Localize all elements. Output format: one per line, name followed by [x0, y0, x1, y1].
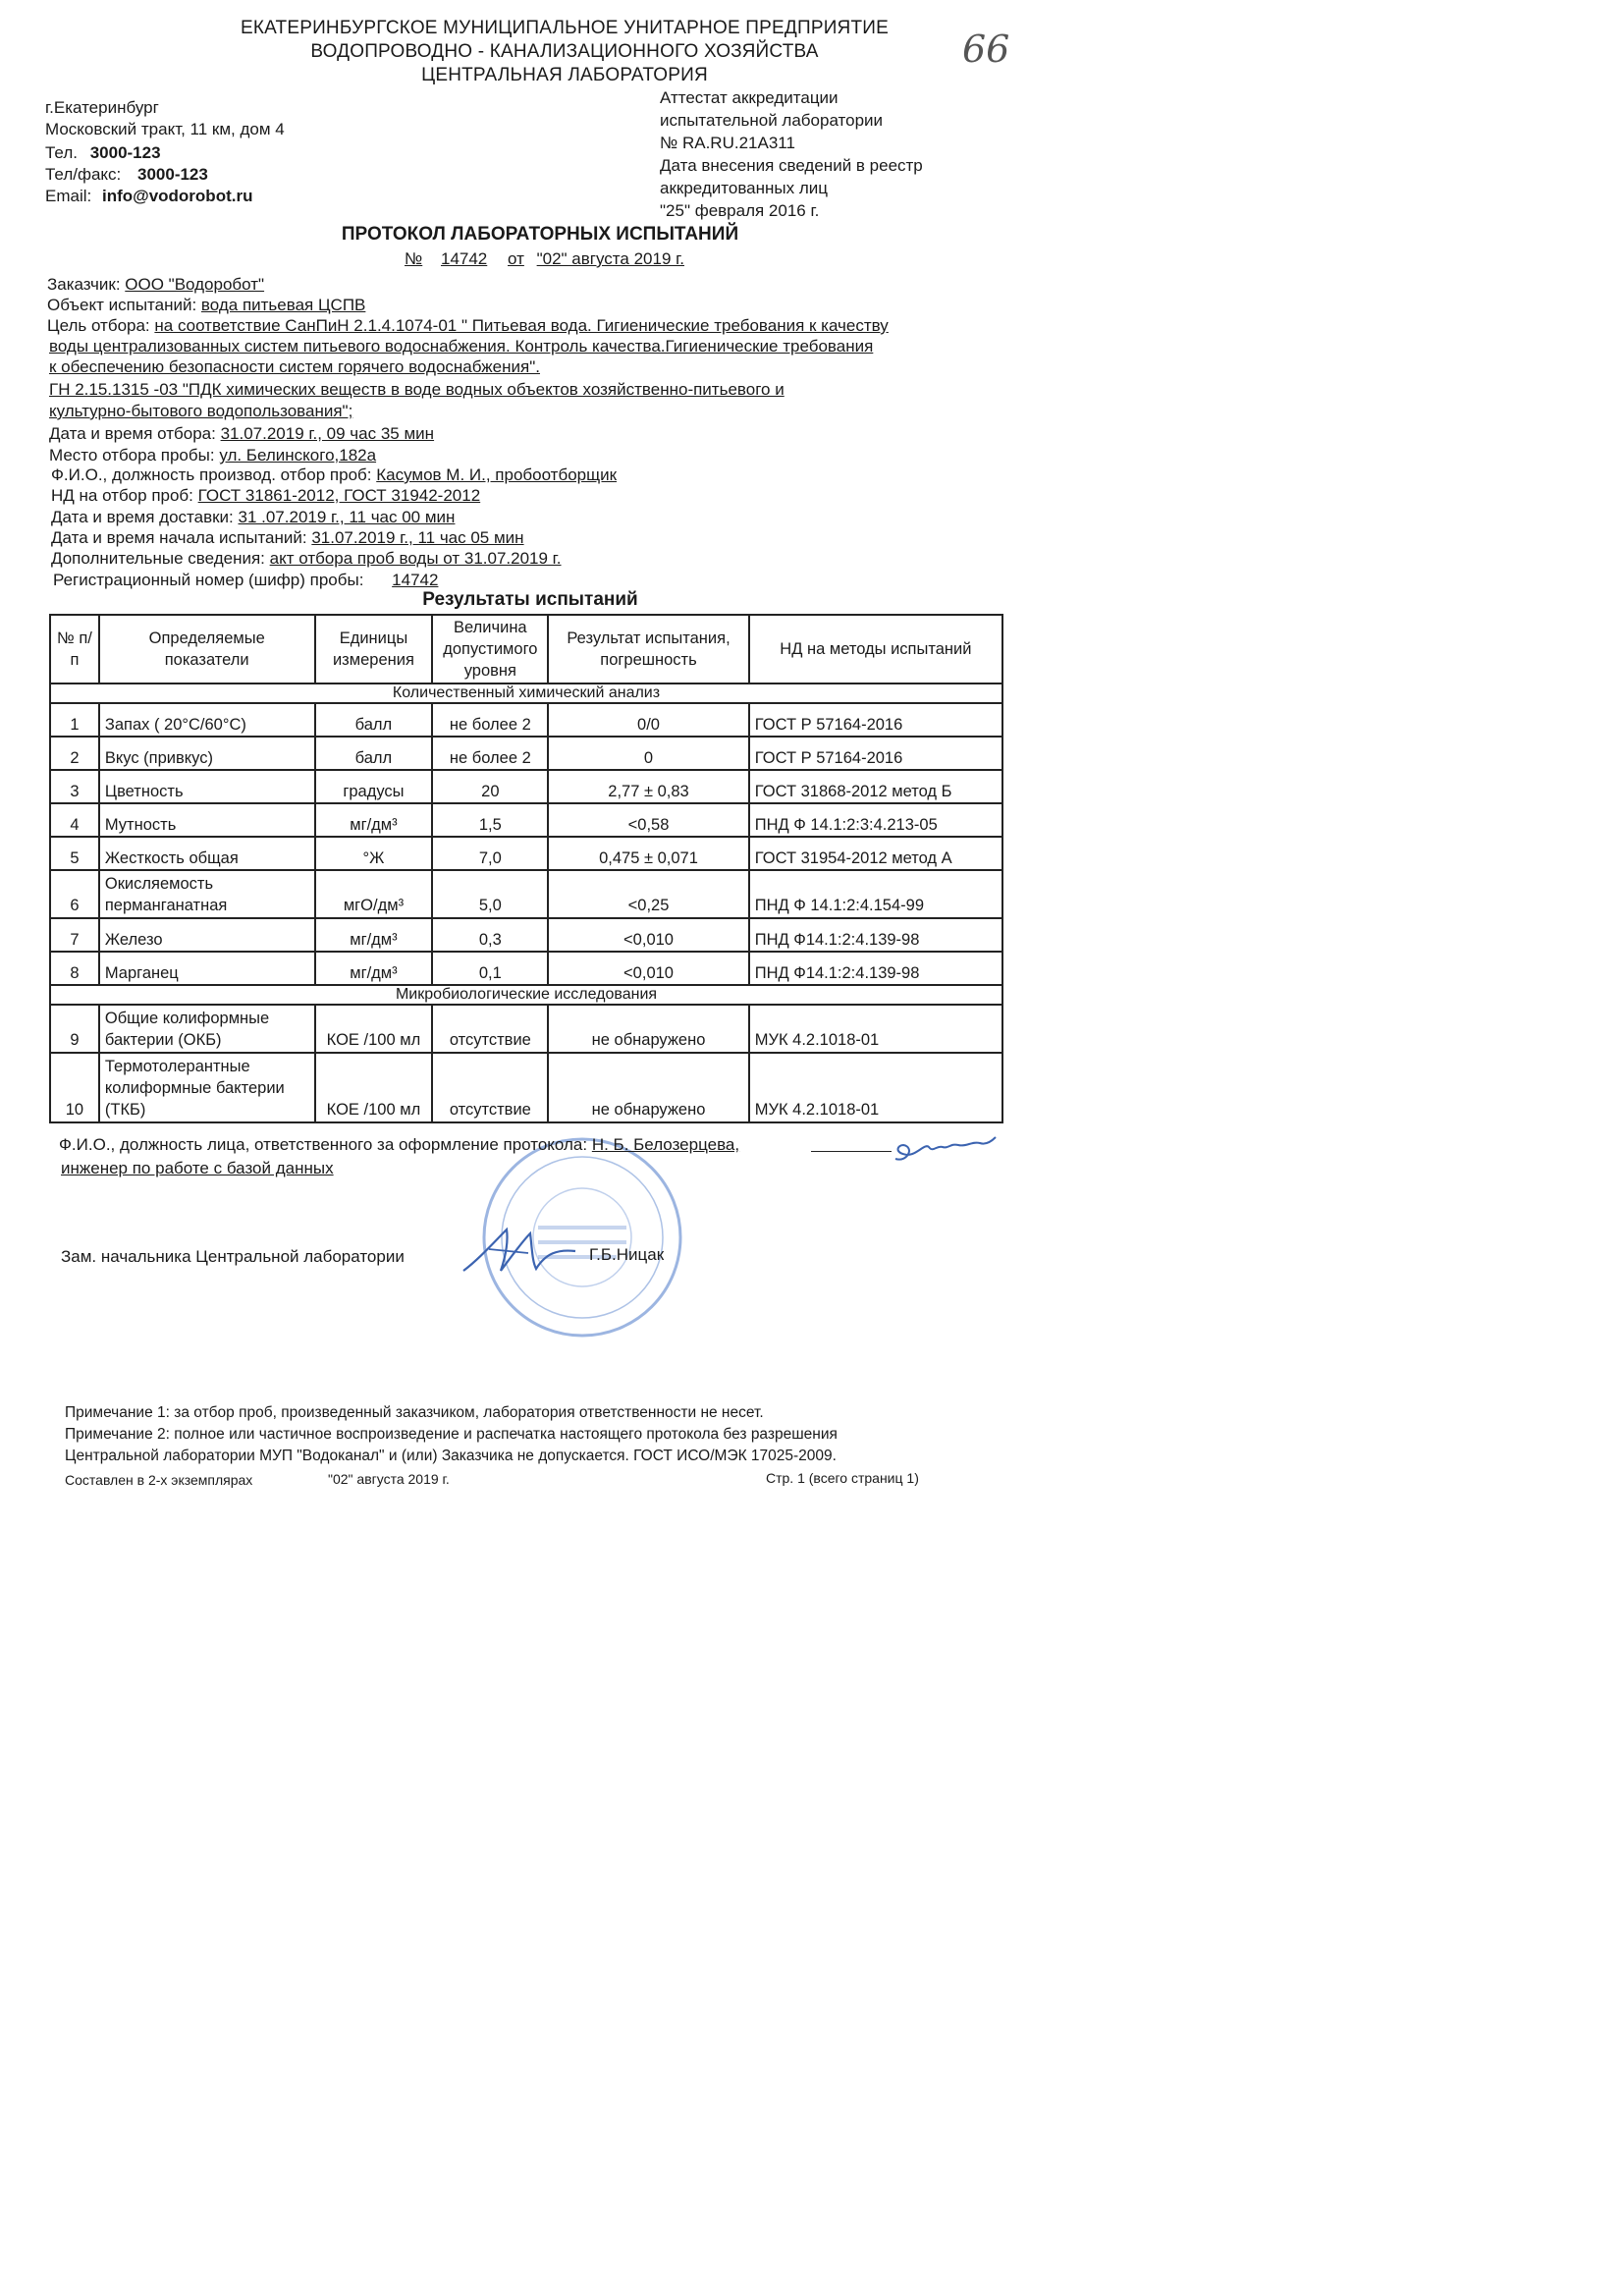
responsible-position: инженер по работе с базой данных — [61, 1159, 334, 1177]
accreditation-date: "25" февраля 2016 г. — [660, 201, 820, 220]
row-result: <0,58 — [548, 803, 748, 837]
accreditation-number: № RA.RU.21A311 — [660, 134, 795, 152]
note-2b: Центральной лаборатории МУП "Водоканал" и (или) Заказчика не допускается. ГОСТ ИСО/МЭК 17025-2009. — [65, 1448, 837, 1464]
row-method: ГОСТ 31868-2012 метод Б — [749, 770, 1002, 803]
test-start-line — [51, 528, 524, 548]
row-units: градусы — [315, 770, 433, 803]
protocol-no-label: № — [405, 249, 423, 268]
row-num: 9 — [50, 1005, 99, 1053]
row-param: Вкус (привкус) — [99, 737, 315, 770]
purpose-text-1: на соответствие СанПиН 2.1.4.1074-01 " Питьевая вода. Гигиенические требования к качеству — [154, 316, 889, 335]
note-1: Примечание 1: за отбор проб, произведенный заказчиком, лаборатория ответственности не несет. — [65, 1404, 764, 1421]
responsible-line — [59, 1135, 739, 1155]
row-method: ПНД Ф14.1:2:4.139-98 — [749, 918, 1002, 952]
table-row — [50, 952, 1002, 985]
row-limit: не более 2 — [432, 703, 548, 737]
delivery-line — [51, 508, 455, 527]
row-param: Запах ( 20°С/60°С) — [99, 703, 315, 737]
contact-address: Московский тракт, 11 км, дом 4 — [45, 120, 285, 138]
accreditation-line4: Дата внесения сведений в реестр — [660, 156, 923, 175]
extra-info-line — [51, 549, 562, 569]
purpose-text-4: ГН 2.15.1315 -03 "ПДК химических веществ в воде водных объектов хозяйственно-питьевого и — [49, 380, 785, 399]
responsible-label: Ф.И.О., должность лица, ответственного за оформление протокола: — [59, 1135, 588, 1154]
row-method: ГОСТ Р 57164-2016 — [749, 703, 1002, 737]
header-limit: Величина допустимого уровня — [432, 615, 548, 683]
accreditation-line5: аккредитованных лиц — [660, 179, 828, 197]
object-value: вода питьевая ЦСПВ — [200, 296, 366, 314]
handwritten-page-number: 66 — [962, 27, 1010, 71]
row-num: 10 — [50, 1053, 99, 1122]
customer-label: Заказчик: — [47, 275, 121, 294]
sampler-value: Касумов М. И., пробоотборщик — [376, 465, 618, 484]
row-param — [99, 1005, 315, 1053]
purpose-line-1 — [47, 316, 889, 336]
table-row — [50, 770, 1002, 803]
row-num: 3 — [50, 770, 99, 803]
test-start-label: Дата и время начала испытаний: — [51, 528, 307, 547]
row-param: Мутность — [99, 803, 315, 837]
row-result: 2,77 ± 0,83 — [548, 770, 748, 803]
sampling-nd-line — [51, 486, 480, 506]
registration-value: 14742 — [392, 571, 439, 589]
row-result: <0,25 — [548, 870, 748, 918]
table-row — [50, 1005, 1002, 1053]
delivery-label: Дата и время доставки: — [51, 508, 234, 526]
table-row — [50, 1053, 1002, 1122]
row-result: не обнаружено — [548, 1053, 748, 1122]
row-method: МУК 4.2.1018-01 — [749, 1005, 1002, 1053]
table-row — [50, 703, 1002, 737]
row-method: МУК 4.2.1018-01 — [749, 1053, 1002, 1122]
deputy-signature-icon — [460, 1220, 582, 1279]
row-result: <0,010 — [548, 952, 748, 985]
sampler-line — [51, 465, 617, 485]
contact-city: г.Екатеринбург — [45, 98, 159, 117]
protocol-title: ПРОТОКОЛ ЛАБОРАТОРНЫХ ИСПЫТАНИЙ — [341, 224, 739, 245]
delivery-value: 31 .07.2019 г., 11 час 00 мин — [238, 508, 456, 526]
row-limit: 7,0 — [432, 837, 548, 870]
section-micro-label: Микробиологические исследования — [50, 985, 1002, 1005]
row-units: °Ж — [315, 837, 433, 870]
fax-value: 3000-123 — [137, 165, 208, 184]
section-row-chem — [50, 683, 1002, 703]
protocol-date: "02" августа 2019 г. — [536, 249, 684, 268]
row-method: ГОСТ 31954-2012 метод А — [749, 837, 1002, 870]
sampling-place-line — [49, 446, 376, 465]
row-method: ПНД Ф 14.1:2:3:4.213-05 — [749, 803, 1002, 837]
registration-label: Регистрационный номер (шифр) пробы: — [53, 571, 364, 589]
note-2a: Примечание 2: полное или частичное воспроизведение и распечатка настоящего протокола без разрешения — [65, 1426, 838, 1443]
test-start-value: 31.07.2019 г., 11 час 05 мин — [311, 528, 524, 547]
purpose-text-2: воды централизованных систем питьевого водоснабжения. Контроль качества.Гигиенические требования — [49, 337, 874, 355]
org-name-line3: ЦЕНТРАЛЬНАЯ ЛАБОРАТОРИЯ — [421, 65, 708, 85]
email-label: Email: — [45, 187, 92, 205]
row-num: 6 — [50, 870, 99, 918]
row-result: <0,010 — [548, 918, 748, 952]
signature-line — [811, 1151, 892, 1152]
table-row — [50, 918, 1002, 952]
row-units: мг/дм³ — [315, 952, 433, 985]
row-param-line3: (ТКБ) — [104, 1101, 146, 1119]
row-param: Марганец — [99, 952, 315, 985]
deputy-label: Зам. начальника Центральной лаборатории — [61, 1247, 405, 1266]
header-param: Определяемые показатели — [99, 615, 315, 683]
protocol-number-line — [405, 249, 684, 269]
row-method: ГОСТ Р 57164-2016 — [749, 737, 1002, 770]
row-param-line2: колиформные бактерии — [104, 1079, 285, 1097]
customer-line — [47, 275, 264, 295]
row-num: 1 — [50, 703, 99, 737]
footer-page: Стр. 1 (всего страниц 1) — [766, 1470, 919, 1486]
sampling-place-value: ул. Белинского,182а — [219, 446, 377, 465]
table-header-row — [50, 615, 1002, 683]
tel-value: 3000-123 — [89, 143, 161, 162]
org-name-line2: ВОДОПРОВОДНО - КАНАЛИЗАЦИОННОГО ХОЗЯЙСТВА — [310, 41, 819, 62]
sampling-nd-value: ГОСТ 31861-2012, ГОСТ 31942-2012 — [197, 486, 481, 505]
signature-icon — [890, 1129, 1000, 1169]
sampler-label: Ф.И.О., должность производ. отбор проб: — [51, 465, 372, 484]
row-param-line1: Термотолерантные — [104, 1058, 250, 1075]
object-line — [47, 296, 365, 315]
protocol-number: 14742 — [440, 249, 488, 268]
email-value[interactable]: info@vodorobot.ru — [101, 187, 253, 205]
contact-tel — [45, 143, 161, 163]
responsible-name: Н. Б. Белозерцева, — [591, 1135, 740, 1154]
footer-copies: Составлен в 2-х экземплярах — [65, 1472, 253, 1488]
sampling-place-label: Место отбора пробы: — [49, 446, 215, 465]
table-row — [50, 803, 1002, 837]
row-units: мг/дм³ — [315, 803, 433, 837]
registration-line — [53, 571, 438, 590]
row-limit: отсутствие — [432, 1053, 548, 1122]
row-method: ПНД Ф 14.1:2:4.154-99 — [749, 870, 1002, 918]
sampling-datetime-label: Дата и время отбора: — [49, 424, 216, 443]
purpose-text-3: к обеспечению безопасности систем горячего водоснабжения". — [49, 357, 540, 376]
tel-label: Тел. — [45, 143, 78, 162]
table-row — [50, 737, 1002, 770]
header-result: Результат испытания, погрешность — [548, 615, 748, 683]
customer-value: ООО "Водоробот" — [125, 275, 265, 294]
extra-info-label: Дополнительные сведения: — [51, 549, 265, 568]
extra-info-value: акт отбора проб воды от 31.07.2019 г. — [269, 549, 562, 568]
row-param-line2: бактерии (ОКБ) — [104, 1031, 222, 1049]
row-param-line2: перманганатная — [104, 897, 228, 914]
row-num: 2 — [50, 737, 99, 770]
row-param: Жесткость общая — [99, 837, 315, 870]
fax-label: Тел/факс: — [45, 165, 122, 184]
row-limit: 1,5 — [432, 803, 548, 837]
row-result: не обнаружено — [548, 1005, 748, 1053]
row-method: ПНД Ф14.1:2:4.139-98 — [749, 952, 1002, 985]
row-limit: 20 — [432, 770, 548, 803]
row-num: 5 — [50, 837, 99, 870]
results-table — [49, 614, 1003, 1123]
table-row — [50, 870, 1002, 918]
row-param: Железо — [99, 918, 315, 952]
sampling-datetime-line — [49, 424, 434, 444]
row-limit: 0,3 — [432, 918, 548, 952]
row-units: мг/дм³ — [315, 918, 433, 952]
contact-fax — [45, 165, 208, 185]
table-row — [50, 837, 1002, 870]
results-title: Результаты испытаний — [422, 589, 638, 610]
contact-email — [45, 187, 252, 206]
purpose-text-5: культурно-бытового водопользования"; — [49, 402, 353, 420]
org-name-line1: ЕКАТЕРИНБУРГСКОЕ МУНИЦИПАЛЬНОЕ УНИТАРНОЕ ПРЕДПРИЯТИЕ — [240, 18, 890, 38]
sampling-datetime-value: 31.07.2019 г., 09 час 35 мин — [220, 424, 435, 443]
row-result: 0/0 — [548, 703, 748, 737]
row-param-line1: Окисляемость — [104, 875, 214, 893]
header-units: Единицы измерения — [315, 615, 433, 683]
section-row-micro — [50, 985, 1002, 1005]
row-units: балл — [315, 703, 433, 737]
row-limit: 5,0 — [432, 870, 548, 918]
row-num: 4 — [50, 803, 99, 837]
row-num: 8 — [50, 952, 99, 985]
sampling-nd-label: НД на отбор проб: — [51, 486, 193, 505]
row-result: 0,475 ± 0,071 — [548, 837, 748, 870]
header-num: № п/п — [50, 615, 99, 683]
row-units: балл — [315, 737, 433, 770]
row-param: Цветность — [99, 770, 315, 803]
section-chem-label: Количественный химический анализ — [50, 683, 1002, 703]
row-param — [99, 1053, 315, 1122]
row-param — [99, 870, 315, 918]
row-units: КОЕ /100 мл — [315, 1053, 433, 1122]
row-units: КОЕ /100 мл — [315, 1005, 433, 1053]
header-method: НД на методы испытаний — [749, 615, 1002, 683]
purpose-label: Цель отбора: — [47, 316, 150, 335]
deputy-name: Г.Б.Ницак — [589, 1245, 665, 1264]
row-units: мгО/дм³ — [315, 870, 433, 918]
accreditation-line1: Аттестат аккредитации — [660, 88, 839, 107]
row-result: 0 — [548, 737, 748, 770]
row-limit: не более 2 — [432, 737, 548, 770]
object-label: Объект испытаний: — [47, 296, 197, 314]
row-param-line1: Общие колиформные — [104, 1010, 270, 1027]
row-limit: 0,1 — [432, 952, 548, 985]
accreditation-line2: испытательной лаборатории — [660, 111, 884, 130]
row-num: 7 — [50, 918, 99, 952]
footer-date: "02" августа 2019 г. — [328, 1471, 450, 1487]
protocol-from-label: от — [508, 249, 524, 268]
row-limit: отсутствие — [432, 1005, 548, 1053]
